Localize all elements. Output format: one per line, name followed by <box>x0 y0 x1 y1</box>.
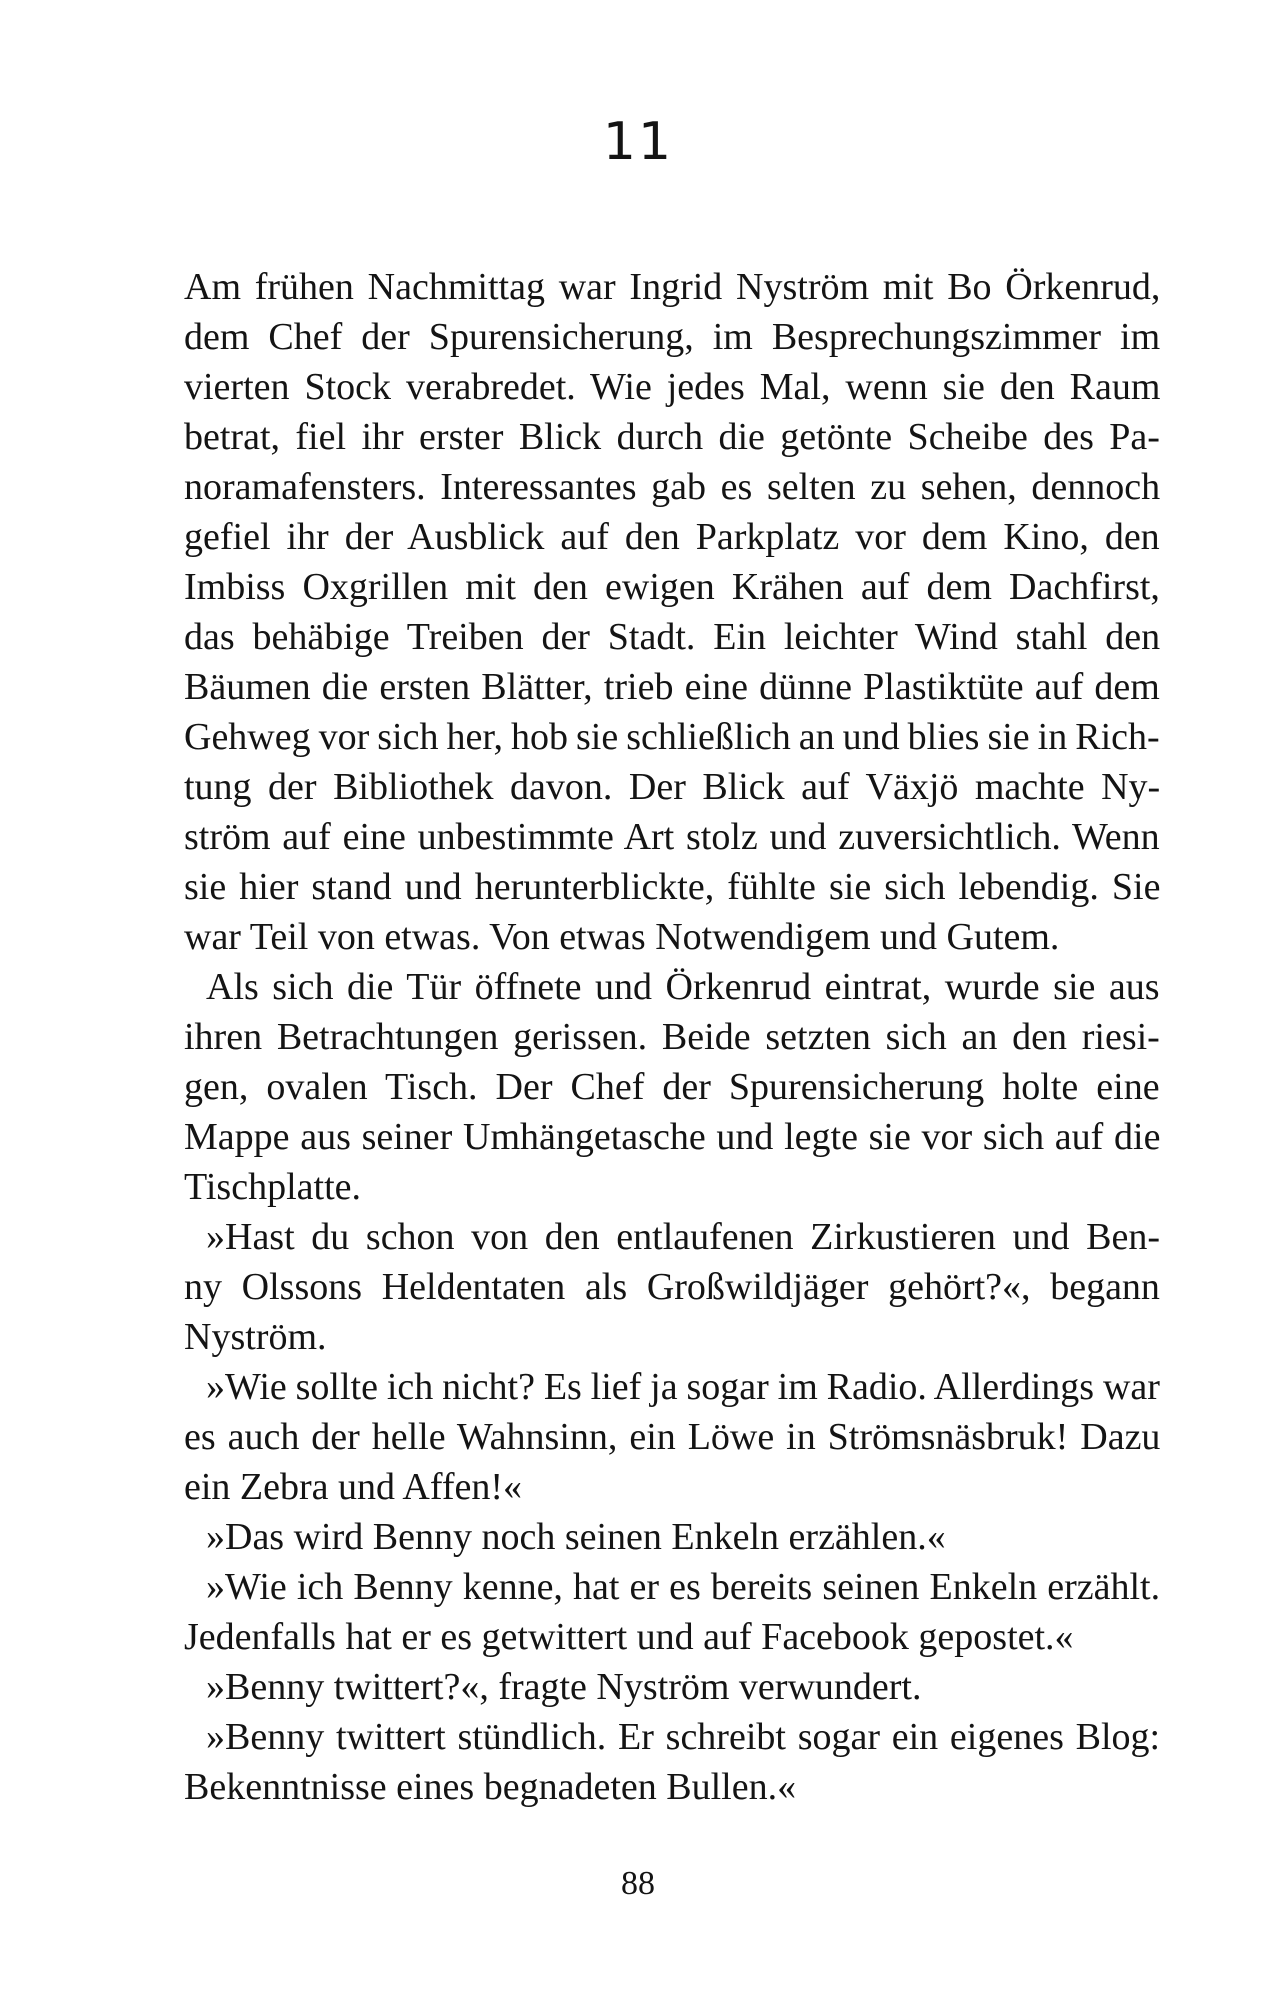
text-line: dem Chef der Spurensicherung, im Besprechungszimmer im <box>184 316 1161 358</box>
text-line: Bekenntnisse eines begnadeten Bullen.« <box>184 1766 797 1808</box>
text-line: ny Olssons Heldentaten als Großwildjäger gehört?«, begann <box>184 1266 1160 1308</box>
text-line: »Wie sollte ich nicht? Es lief ja sogar im Radio. Allerdings war <box>206 1366 1160 1408</box>
text-line: Jedenfalls hat er es getwittert und auf Facebook gepostet.« <box>184 1616 1074 1658</box>
text-line: gen, ovalen Tisch. Der Chef der Spurensicherung holte eine <box>184 1066 1160 1108</box>
text-line: Nyström. <box>184 1316 327 1358</box>
page-number: 88 <box>621 1865 655 1902</box>
text-line: Am frühen Nachmittag war Ingrid Nyström mit Bo Örkenrud, <box>184 266 1161 308</box>
text-line: »Benny twittert?«, fragte Nyström verwundert. <box>206 1666 922 1708</box>
text-line: tung der Bibliothek davon. Der Blick auf Växjö machte Ny- <box>184 766 1161 808</box>
chapter-body-text <box>184 262 1160 1812</box>
text-line: das behäbige Treiben der Stadt. Ein leichter Wind stahl den <box>184 616 1161 658</box>
text-line: Gehweg vor sich her, hob sie schließlich an und blies sie in Rich- <box>184 716 1160 758</box>
text-line: »Hast du schon von den entlaufenen Zirkustieren und Ben- <box>206 1216 1160 1258</box>
text-line: sie hier stand und herunterblickte, fühlte sie sich lebendig. Sie <box>184 866 1161 908</box>
text-line: Imbiss Oxgrillen mit den ewigen Krähen auf dem Dachfirst, <box>184 566 1160 608</box>
text-line: war Teil von etwas. Von etwas Notwendigem und Gutem. <box>184 916 1060 958</box>
text-line: gefiel ihr der Ausblick auf den Parkplatz vor dem Kino, den <box>184 516 1160 558</box>
text-line: ström auf eine unbestimmte Art stolz und zuversichtlich. Wenn <box>184 816 1160 858</box>
text-line: betrat, fiel ihr erster Blick durch die getönte Scheibe des Pa- <box>184 416 1160 458</box>
chapter-number: 11 <box>602 112 674 172</box>
text-line: ihren Betrachtungen gerissen. Beide setzten sich an den riesi- <box>184 1016 1160 1058</box>
text-line: Mappe aus seiner Umhängetasche und legte sie vor sich auf die <box>184 1116 1161 1158</box>
text-line: »Wie ich Benny kenne, hat er es bereits seinen Enkeln erzählt. <box>206 1566 1161 1608</box>
text-line: es auch der helle Wahnsinn, ein Löwe in Strömsnäsbruk! Dazu <box>184 1416 1161 1458</box>
text-line: Bäumen die ersten Blätter, trieb eine dünne Plastiktüte auf dem <box>184 666 1160 708</box>
text-line: Tischplatte. <box>184 1166 361 1208</box>
text-line: »Benny twittert stündlich. Er schreibt sogar ein eigenes Blog: <box>206 1716 1161 1758</box>
text-line: noramafensters. Interessantes gab es selten zu sehen, dennoch <box>184 466 1161 508</box>
text-line: Als sich die Tür öffnete und Örkenrud eintrat, wurde sie aus <box>206 966 1160 1008</box>
text-line: ein Zebra und Affen!« <box>184 1466 523 1508</box>
text-line: vierten Stock verabredet. Wie jedes Mal, wenn sie den Raum <box>184 366 1161 408</box>
text-line: »Das wird Benny noch seinen Enkeln erzählen.« <box>206 1516 946 1558</box>
